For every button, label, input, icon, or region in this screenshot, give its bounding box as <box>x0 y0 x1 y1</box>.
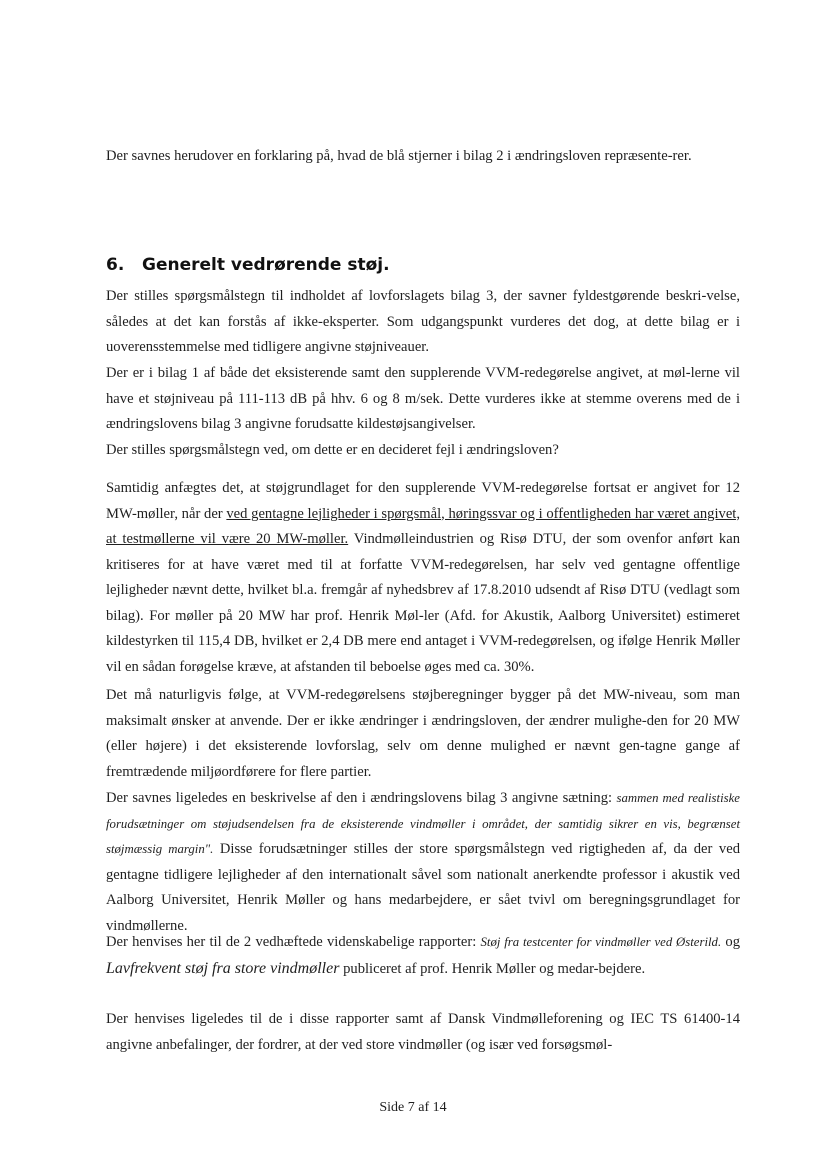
paragraph-reports-and: og <box>721 934 740 950</box>
paragraph-margin-start: Der savnes ligeledes en beskrivelse af den i ændringslovens bilag 3 angivne sætning: <box>106 790 617 806</box>
paragraph-question: Der stilles spørgsmålstegn ved, om dette er en decideret fejl i ændringsloven? <box>106 442 559 458</box>
paragraph-mw-niveau: Det må naturligvis følge, at VVM-redegørelsens støjberegninger bygger på det MW-niveau, som man maksimalt ønsker at anvende. Der er ikke ændringer i ændringsloven, der ændrer mulighe-den for 20 MW (eller højere) i det eksisterende lovforslag, selv om denne mulighed er nævnt gen-tagne gange af fremtrædende miljøordførere for flere partier. <box>106 687 740 780</box>
section-heading <box>106 255 390 275</box>
paragraph-bilag-3: Der stilles spørgsmålstegn til indholdet af lovforslagets bilag 3, der savner fyldestgørende beskri-velse, således at det kan forstås af ikke-eksperter. Som udgangspunkt vurderes det dog, at dette bilag er i uoverensstemmelse med tidligere angivne støjniveauer. <box>106 288 740 355</box>
paragraph-recommendations: Der henvises ligeledes til de i disse rapporter samt af Dansk Vindmølleforening og IEC TS 61400-14 angivne anbefalinger, der fordrer, at der ved store vindmøller (og især ved forsøgsmøl- <box>106 1011 740 1053</box>
intro-paragraph: Der savnes herudover en forklaring på, hvad de blå stjerner i bilag 2 i ændringsloven repræsente-rer. <box>106 148 692 164</box>
page-number: Side 7 af 14 <box>379 1100 447 1115</box>
paragraph-margin-rest: Disse forudsætninger stilles der store spørgsmålstegn ved rigtigheden af, da der ved gentagne tidligere lejligheder af den internationalt såvel som nationalt anerkendte professor i akustik ved Aalborg Universitet, Henrik Møller og hans medarbejdere, er sået tvivl om beregningsgrundlaget for vindmøllerne. <box>106 841 740 934</box>
section-number: 6. <box>106 255 125 275</box>
paragraph-20mw <box>106 476 740 680</box>
section-title: Generelt vedrørende støj. <box>142 255 390 275</box>
report-title-2: Lavfrekvent støj fra store vindmøller <box>106 959 340 977</box>
report-title-1: Støj fra testcenter for vindmøller ved Østerild. <box>480 935 722 949</box>
paragraph-stoejniveau: Der er i bilag 1 af både det eksisterende samt den supplerende VVM-redegørelse angivet, at møl-lerne vil have et støjniveau på 111-113 dB på hhv. 6 og 8 m/sek. Dette vurderes ikke at stemme overens med de i ændringslovens bilag 3 angivne forudsatte kildestøjsangivelser. <box>106 365 740 432</box>
underlined-statement: ved gentagne lejligheder i spørgsmål, høringssvar og i offentligheden har været angivet, at testmøllerne vil være 20 MW-møller. <box>106 505 740 547</box>
paragraph-reports-rest: publiceret af prof. Henrik Møller og medar-bejdere. <box>339 960 646 977</box>
paragraph-20mw-start: Samtidig anfægtes det, at støjgrundlaget for den supplerende VVM-redegørelse fortsat er angivet for 12 MW-møller, når der <box>106 480 740 522</box>
paragraph-margin <box>106 786 740 939</box>
paragraph-reports-start: Der henvises her til de 2 vedhæftede videnskabelige rapporter: <box>106 934 481 950</box>
paragraph-reports <box>106 930 740 982</box>
paragraph-20mw-rest: Vindmølleindustrien og Risø DTU, der som ovenfor anført kan kritiseres for at have været med til at forfatte VVM-redegørelsen, har selv ved gentagne offentlige lejligheder nævnt dette, hvilket bl.a. fremgår af nyhedsbrev af 17.8.2010 udsendt af Risø DTU (vedlagt som bilag). For møller på 20 MW har prof. Henrik Møl-ler (Afd. for Akustik, Aalborg Universitet) estimeret kildestyrken til 115,4 DB, hvilket er 2,4 DB mere end antaget i VVM-redegørelsen, og ifølge Henrik Møller vil en sådan forøgelse kræve, at afstanden til beboelse øges med ca. 30%. <box>106 531 740 675</box>
quoted-sentence: sammen med realistiske forudsætninger om støjudsendelsen fra de eksisterende vindmøller i området, der samtidig sikrer en vis, begrænset støjmæssig margin". <box>106 791 740 856</box>
